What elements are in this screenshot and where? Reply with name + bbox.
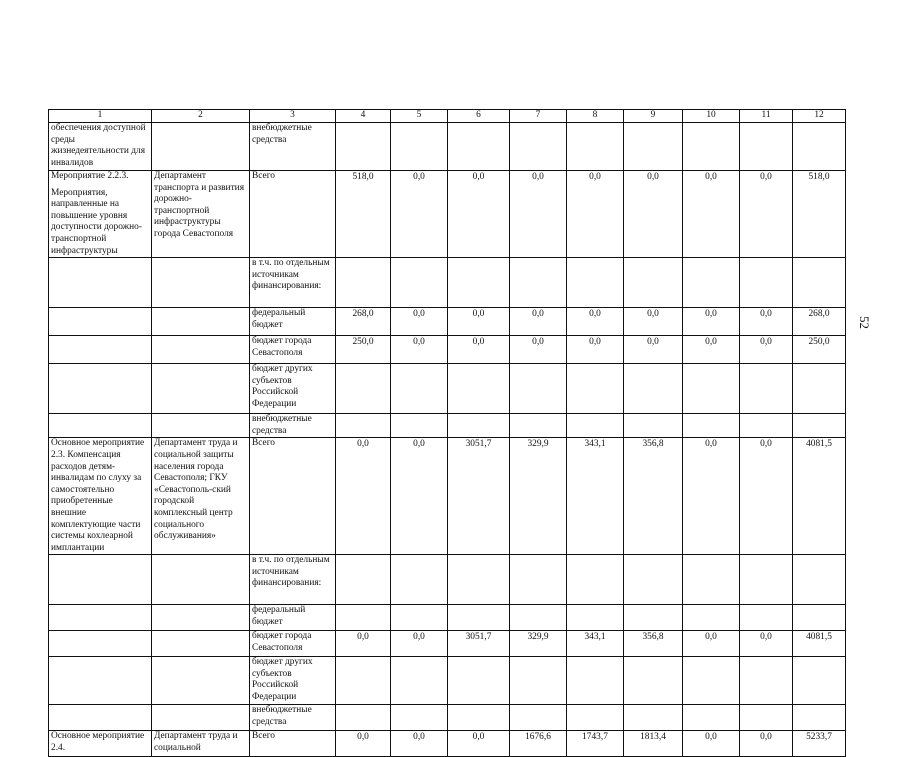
- value-cell: 0,0: [740, 438, 793, 555]
- value-cell: [567, 657, 624, 705]
- value-cell: 0,0: [740, 171, 793, 258]
- table-row: [49, 705, 846, 731]
- value-cell: 0,0: [448, 171, 510, 258]
- table-row: [49, 555, 846, 605]
- measure-cell: [49, 631, 152, 657]
- funding-source-cell: внебюджетные средства: [250, 705, 336, 731]
- value-cell: 5233,7: [793, 731, 846, 757]
- value-cell: 0,0: [336, 631, 391, 657]
- value-cell: 4081,5: [793, 438, 846, 555]
- cell-paragraph: Департамент труда и социальной защиты населения города Севастополя; ГКУ «Севастополь-ский городской комплексный центр социального обслуживания»: [154, 438, 238, 542]
- value-cell: [448, 605, 510, 631]
- value-cell: [510, 657, 567, 705]
- measure-cell: [49, 364, 152, 414]
- executor-cell: [152, 731, 250, 757]
- value-cell: 250,0: [336, 336, 391, 364]
- value-cell: 0,0: [683, 336, 740, 364]
- funding-source-cell: бюджет других субъектов Российской Федерации: [250, 657, 336, 705]
- value-cell: [683, 414, 740, 438]
- value-cell: 0,0: [740, 308, 793, 336]
- value-cell: [336, 657, 391, 705]
- value-cell: 1743,7: [567, 731, 624, 757]
- value-cell: [683, 364, 740, 414]
- column-number-11: 11: [740, 110, 793, 123]
- value-cell: [391, 364, 448, 414]
- value-cell: [510, 123, 567, 171]
- value-cell: 343,1: [567, 631, 624, 657]
- value-cell: [683, 555, 740, 605]
- funding-source-cell: федеральный бюджет: [250, 308, 336, 336]
- measure-cell: [49, 258, 152, 308]
- value-cell: [391, 123, 448, 171]
- funding-source-cell: внебюджетные средства: [250, 414, 336, 438]
- value-cell: [448, 555, 510, 605]
- table-row: [49, 631, 846, 657]
- value-cell: [510, 555, 567, 605]
- column-number-7: 7: [510, 110, 567, 123]
- value-cell: 518,0: [793, 171, 846, 258]
- executor-cell: [152, 555, 250, 605]
- page-number: 52: [857, 316, 872, 329]
- value-cell: 3051,7: [448, 438, 510, 555]
- column-number-10: 10: [683, 110, 740, 123]
- cell-paragraph: Мероприятия, направленные на повышение уровня доступности дорожно-транспортной инфраструктуры: [51, 187, 142, 256]
- value-cell: [391, 414, 448, 438]
- value-cell: [336, 705, 391, 731]
- value-cell: 250,0: [793, 336, 846, 364]
- value-cell: 0,0: [567, 308, 624, 336]
- value-cell: [336, 605, 391, 631]
- funding-source-cell: бюджет других субъектов Российской Федерации: [250, 364, 336, 414]
- executor-cell: [152, 123, 250, 171]
- value-cell: 0,0: [683, 731, 740, 757]
- executor-cell: [152, 705, 250, 731]
- value-cell: 0,0: [510, 308, 567, 336]
- value-cell: 0,0: [683, 308, 740, 336]
- table-row: [49, 731, 846, 757]
- value-cell: [448, 123, 510, 171]
- executor-cell: [152, 364, 250, 414]
- value-cell: [740, 414, 793, 438]
- value-cell: [336, 555, 391, 605]
- value-cell: [391, 605, 448, 631]
- value-cell: [624, 605, 683, 631]
- value-cell: 0,0: [391, 731, 448, 757]
- value-cell: [683, 258, 740, 308]
- column-number-8: 8: [567, 110, 624, 123]
- value-cell: [391, 258, 448, 308]
- funding-table: [48, 109, 846, 757]
- value-cell: [740, 605, 793, 631]
- executor-cell: [152, 308, 250, 336]
- cell-paragraph: Основное мероприятие 2.4.: [51, 731, 145, 753]
- table-row: [49, 657, 846, 705]
- value-cell: [567, 555, 624, 605]
- value-cell: 0,0: [740, 631, 793, 657]
- funding-source-cell: внебюджетные средства: [250, 123, 336, 171]
- value-cell: [793, 414, 846, 438]
- value-cell: [510, 605, 567, 631]
- value-cell: 329,9: [510, 631, 567, 657]
- value-cell: 356,8: [624, 438, 683, 555]
- value-cell: 356,8: [624, 631, 683, 657]
- value-cell: [793, 605, 846, 631]
- value-cell: 1813,4: [624, 731, 683, 757]
- measure-cell: [49, 171, 152, 258]
- executor-cell: [152, 414, 250, 438]
- measure-cell: [49, 731, 152, 757]
- value-cell: [683, 123, 740, 171]
- value-cell: [624, 657, 683, 705]
- value-cell: [740, 657, 793, 705]
- executor-cell: [152, 258, 250, 308]
- measure-cell: [49, 308, 152, 336]
- cell-paragraph: Департамент транспорта и развития дорожно-транспортной инфраструктуры города Севастополя: [154, 171, 245, 239]
- value-cell: 0,0: [448, 731, 510, 757]
- value-cell: [567, 605, 624, 631]
- value-cell: [391, 657, 448, 705]
- column-number-12: 12: [793, 110, 846, 123]
- value-cell: [567, 705, 624, 731]
- measure-cell: [49, 123, 152, 171]
- column-number-6: 6: [448, 110, 510, 123]
- value-cell: 0,0: [567, 171, 624, 258]
- value-cell: [624, 555, 683, 605]
- value-cell: [624, 364, 683, 414]
- column-number-5: 5: [391, 110, 448, 123]
- value-cell: [448, 258, 510, 308]
- table-row: [49, 605, 846, 631]
- cell-paragraph: Основное мероприятие 2.3. Компенсация расходов детям-инвалидам по слуху за самостоятельно приобретенные внешние комплектующие части системы кохлеарной имплантации: [51, 438, 145, 553]
- executor-cell: [152, 631, 250, 657]
- funding-source-cell: Всего: [250, 438, 336, 555]
- value-cell: 0,0: [624, 336, 683, 364]
- value-cell: [567, 364, 624, 414]
- funding-source-cell: в т.ч. по отдельным источникам финансирования:: [250, 258, 336, 308]
- table-row: [49, 258, 846, 308]
- value-cell: [510, 705, 567, 731]
- column-number-4: 4: [336, 110, 391, 123]
- value-cell: 0,0: [740, 731, 793, 757]
- value-cell: [740, 258, 793, 308]
- measure-cell: [49, 336, 152, 364]
- value-cell: 0,0: [510, 171, 567, 258]
- measure-cell: [49, 438, 152, 555]
- value-cell: 0,0: [567, 336, 624, 364]
- table-row: [49, 171, 846, 258]
- value-cell: 268,0: [793, 308, 846, 336]
- value-cell: 329,9: [510, 438, 567, 555]
- value-cell: [793, 258, 846, 308]
- measure-cell: [49, 555, 152, 605]
- value-cell: 0,0: [624, 308, 683, 336]
- value-cell: [510, 364, 567, 414]
- measure-cell: [49, 605, 152, 631]
- funding-source-cell: федеральный бюджет: [250, 605, 336, 631]
- value-cell: 0,0: [391, 438, 448, 555]
- value-cell: [793, 705, 846, 731]
- value-cell: 0,0: [391, 336, 448, 364]
- value-cell: 0,0: [336, 731, 391, 757]
- value-cell: [336, 258, 391, 308]
- funding-source-cell: бюджет города Севастополя: [250, 631, 336, 657]
- value-cell: 0,0: [683, 438, 740, 555]
- value-cell: [510, 414, 567, 438]
- value-cell: [448, 364, 510, 414]
- executor-cell: [152, 438, 250, 555]
- table-row: [49, 336, 846, 364]
- cell-paragraph: Мероприятие 2.2.3.: [51, 171, 129, 181]
- value-cell: [624, 414, 683, 438]
- value-cell: 518,0: [336, 171, 391, 258]
- header-row: [49, 110, 846, 123]
- value-cell: 0,0: [391, 308, 448, 336]
- funding-source-cell: бюджет города Севастополя: [250, 336, 336, 364]
- executor-cell: [152, 605, 250, 631]
- value-cell: [567, 258, 624, 308]
- value-cell: 0,0: [391, 631, 448, 657]
- value-cell: 0,0: [448, 308, 510, 336]
- executor-cell: [152, 657, 250, 705]
- value-cell: 0,0: [683, 171, 740, 258]
- value-cell: [740, 555, 793, 605]
- value-cell: [448, 657, 510, 705]
- executor-cell: [152, 336, 250, 364]
- column-number-3: 3: [250, 110, 336, 123]
- table-row: [49, 308, 846, 336]
- funding-source-cell: в т.ч. по отдельным источникам финансирования:: [250, 555, 336, 605]
- value-cell: [448, 414, 510, 438]
- value-cell: 1676,6: [510, 731, 567, 757]
- value-cell: [391, 705, 448, 731]
- value-cell: 0,0: [740, 336, 793, 364]
- table-row: [49, 364, 846, 414]
- cell-paragraph: Департамент труда и социальной: [154, 731, 238, 753]
- funding-source-cell: Всего: [250, 171, 336, 258]
- value-cell: [793, 555, 846, 605]
- value-cell: 0,0: [510, 336, 567, 364]
- value-cell: 0,0: [391, 171, 448, 258]
- measure-cell: [49, 657, 152, 705]
- value-cell: [336, 123, 391, 171]
- value-cell: [510, 258, 567, 308]
- value-cell: [683, 705, 740, 731]
- table-row: [49, 123, 846, 171]
- value-cell: 3051,7: [448, 631, 510, 657]
- value-cell: [336, 364, 391, 414]
- table-row: [49, 414, 846, 438]
- funding-source-cell: Всего: [250, 731, 336, 757]
- measure-cell: [49, 414, 152, 438]
- value-cell: [683, 605, 740, 631]
- measure-cell: [49, 705, 152, 731]
- value-cell: [793, 364, 846, 414]
- value-cell: [336, 414, 391, 438]
- table-row: [49, 438, 846, 555]
- value-cell: [624, 705, 683, 731]
- value-cell: [567, 414, 624, 438]
- value-cell: 268,0: [336, 308, 391, 336]
- value-cell: 343,1: [567, 438, 624, 555]
- value-cell: [448, 705, 510, 731]
- value-cell: [391, 555, 448, 605]
- value-cell: 0,0: [336, 438, 391, 555]
- value-cell: [683, 657, 740, 705]
- value-cell: 0,0: [624, 171, 683, 258]
- column-number-1: 1: [49, 110, 152, 123]
- value-cell: [793, 123, 846, 171]
- value-cell: [567, 123, 624, 171]
- value-cell: [740, 364, 793, 414]
- value-cell: [793, 657, 846, 705]
- value-cell: [624, 258, 683, 308]
- value-cell: 4081,5: [793, 631, 846, 657]
- value-cell: [624, 123, 683, 171]
- column-number-2: 2: [152, 110, 250, 123]
- value-cell: [740, 705, 793, 731]
- executor-cell: [152, 171, 250, 258]
- value-cell: 0,0: [683, 631, 740, 657]
- column-number-9: 9: [624, 110, 683, 123]
- value-cell: [740, 123, 793, 171]
- cell-paragraph: обеспечения доступной среды жизнедеятельности для инвалидов: [51, 123, 146, 168]
- value-cell: 0,0: [448, 336, 510, 364]
